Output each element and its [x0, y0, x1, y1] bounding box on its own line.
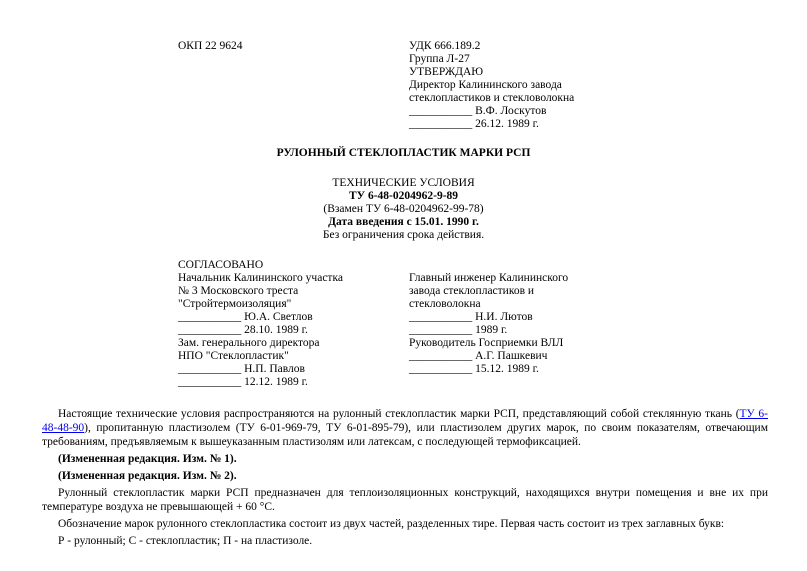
agreed-left-line: НПО "Стеклопластик": [178, 350, 289, 362]
agreed-heading: СОГЛАСОВАНО: [178, 259, 264, 271]
agreed-left-line: Начальник Калининского участка: [178, 272, 343, 284]
approver-title: Директор Калининского завода: [409, 79, 562, 91]
agreed-left-line: № 3 Московского треста: [178, 285, 299, 297]
spec-validity: Без ограничения срока действия.: [322, 229, 485, 241]
agreed-left-signature: ___________ Н.П. Павлов: [178, 363, 305, 375]
document-title: РУЛОННЫЙ СТЕКЛОПЛАСТИК МАРКИ РСП: [276, 147, 531, 159]
agreed-right-date: ___________ 15.12. 1989 г.: [409, 363, 539, 375]
spec-heading: ТЕХНИЧЕСКИЕ УСЛОВИЯ: [332, 177, 475, 189]
okp-code: ОКП 22 9624: [178, 40, 243, 52]
approval-heading: УТВЕРЖДАЮ: [409, 66, 484, 78]
revision-note-2: (Измененная редакция. Изм. № 2).: [58, 470, 237, 482]
agreed-right-signature: ___________ А.Г. Пашкевич: [409, 350, 548, 362]
scope-paragraph: Настоящие технические условия распространяются на рулонный стеклопластик марки РСП, представляющий собой стеклянную ткань (ТУ 6-48-48-90), пропитанную пластизолем (ТУ 6-01-969-79, ТУ 6-01-895-79), или пластизолем других марок, по своим показателям, отвечающим требованиям, предъявляемым к вышеуказанным пластизолям или латексам, с последующей термофиксацией.: [42, 408, 768, 448]
agreed-right-signature: ___________ Н.И. Лютов: [409, 311, 533, 323]
group-code: Группа Л-27: [409, 53, 470, 65]
designation-letters: Р - рулонный; С - стеклопластик; П - на пластизоле.: [58, 535, 313, 547]
approval-block: [409, 40, 574, 131]
approval-date: ___________ 26.12. 1989 г.: [409, 118, 539, 130]
revision-note-1: (Измененная редакция. Изм. № 1).: [58, 453, 237, 465]
agreed-left-signature: ___________ Ю.А. Светлов: [178, 311, 313, 323]
spec-link[interactable]: ТУ 6-48-48-90: [42, 408, 768, 434]
document-body: [42, 407, 768, 548]
udk-code: УДК 666.189.2: [409, 40, 481, 52]
agreed-right-line: завода стеклопластиков и: [409, 285, 535, 297]
agreed-right-line: стекловолокна: [409, 298, 481, 310]
spec-replaces: (Взамен ТУ 6-48-0204962-99-78): [323, 203, 484, 215]
approver-signature: ___________ В.Ф. Лоскутов: [409, 105, 547, 117]
agreed-right-date: ___________ 1989 г.: [409, 324, 508, 336]
approver-org: стеклопластиков и стекловолокна: [409, 92, 575, 104]
agreed-left-line: Зам. генерального директора: [178, 337, 320, 349]
designation-paragraph: Обозначение марок рулонного стеклопластика состоит из двух частей, разделенных тире. Первая часть состоит из трех заглавных букв:: [58, 518, 725, 530]
agreed-right-column: [409, 272, 568, 376]
agreed-left-date: ___________ 12.12. 1989 г.: [178, 376, 308, 388]
agreed-left-line: "Стройтермоизоляция": [178, 298, 292, 310]
agreed-right-line: Главный инженер Калининского: [409, 272, 569, 284]
agreed-left-column: [178, 272, 343, 389]
spec-number: ТУ 6-48-0204962-9-89: [348, 190, 459, 202]
spec-block: [0, 177, 807, 242]
purpose-paragraph: Рулонный стеклопластик марки РСП предназначен для теплоизоляционных конструкций, находящихся внутри помещения и вне их при температуре воздуха не превышающей + 60 °С.: [42, 487, 768, 513]
agreed-right-line: Руководитель Госприемки ВЛЛ: [409, 337, 564, 349]
spec-intro-date: Дата введения с 15.01. 1990 г.: [328, 216, 479, 228]
agreed-left-date: ___________ 28.10. 1989 г.: [178, 324, 308, 336]
